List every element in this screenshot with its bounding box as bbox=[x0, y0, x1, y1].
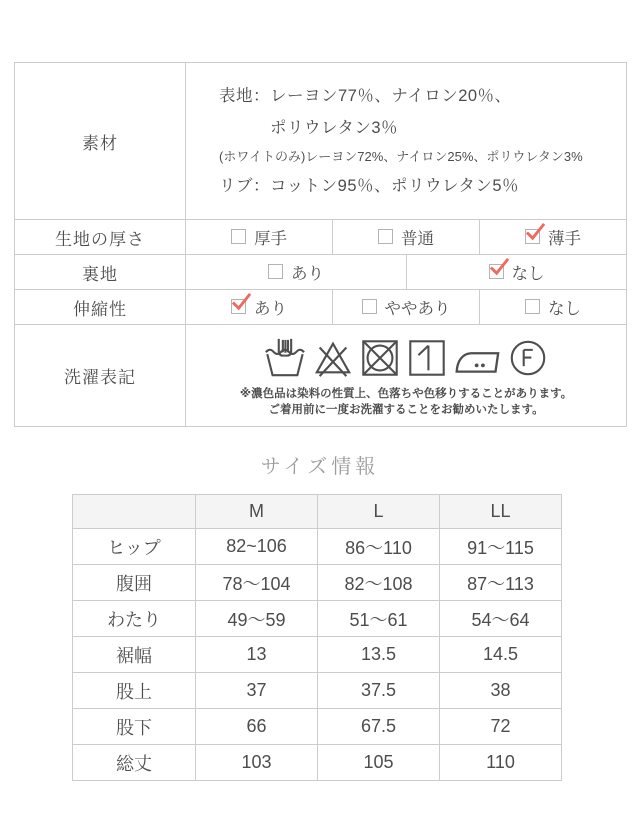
size-table-row bbox=[73, 529, 562, 565]
shade-line-dry-icon bbox=[406, 337, 448, 379]
size-cell: 110 bbox=[440, 745, 562, 781]
size-cell: 37.5 bbox=[318, 673, 440, 709]
spec-row-care bbox=[15, 325, 627, 427]
size-cell: 91～115 bbox=[440, 529, 562, 565]
material-line: 表地：レーヨン77％、ナイロン20％、 bbox=[219, 87, 512, 105]
spec-row-lining bbox=[15, 255, 627, 290]
checkbox-checked-icon bbox=[525, 229, 540, 244]
stretch-option-slight bbox=[333, 290, 480, 325]
care-note: ご着用前に一度お洗濯することをお勧めいたします。 bbox=[268, 404, 544, 416]
size-cell: 38 bbox=[440, 673, 562, 709]
checkbox-unchecked-icon bbox=[362, 299, 377, 314]
size-cell: 54～64 bbox=[440, 601, 562, 637]
size-row-label: 股上 bbox=[73, 673, 196, 709]
stretch-option-yes bbox=[186, 290, 333, 325]
size-cell: 105 bbox=[318, 745, 440, 781]
option-label: あり bbox=[291, 264, 324, 283]
dry-clean-f-icon bbox=[507, 337, 549, 379]
size-table-row bbox=[73, 601, 562, 637]
size-header-l: L bbox=[318, 495, 440, 529]
size-cell: 14.5 bbox=[440, 637, 562, 673]
iron-medium-icon bbox=[453, 337, 501, 379]
size-cell: 86～110 bbox=[318, 529, 440, 565]
do-not-bleach-icon bbox=[312, 337, 354, 379]
size-cell: 72 bbox=[440, 709, 562, 745]
stretch-option-no bbox=[480, 290, 627, 325]
size-row-label: 裾幅 bbox=[73, 637, 196, 673]
checkbox-unchecked-icon bbox=[525, 299, 540, 314]
material-line-small: (ホワイトのみ)レーヨン72%、ナイロン25%、ポリウレタン3% bbox=[219, 149, 583, 164]
spec-row-thickness bbox=[15, 220, 627, 255]
size-cell: 37 bbox=[196, 673, 318, 709]
size-row-label: 総丈 bbox=[73, 745, 196, 781]
option-label: なし bbox=[511, 264, 545, 283]
size-row-label: ヒップ bbox=[73, 529, 196, 565]
size-row-label: わたり bbox=[73, 601, 196, 637]
stretch-label: 伸縮性 bbox=[15, 290, 186, 325]
spec-row-material bbox=[15, 63, 627, 220]
material-line: リブ：コットン95％、ポリウレタン5％ bbox=[219, 177, 520, 195]
care-label: 洗濯表記 bbox=[15, 325, 186, 427]
do-not-tumble-dry-icon bbox=[359, 337, 401, 379]
spec-table bbox=[14, 62, 627, 427]
size-cell: 103 bbox=[196, 745, 318, 781]
checkbox-unchecked-icon bbox=[231, 229, 246, 244]
size-header-corner bbox=[73, 495, 196, 529]
size-cell: 87～113 bbox=[440, 565, 562, 601]
size-table-header-row bbox=[73, 495, 562, 529]
size-cell: 78～104 bbox=[196, 565, 318, 601]
checkbox-checked-icon bbox=[489, 264, 504, 279]
size-cell: 82~106 bbox=[196, 529, 318, 565]
hand-wash-icon bbox=[263, 337, 307, 379]
size-table-row bbox=[73, 709, 562, 745]
material-content bbox=[186, 63, 627, 220]
care-content bbox=[186, 325, 627, 427]
size-table-row bbox=[73, 565, 562, 601]
care-symbols bbox=[186, 337, 626, 379]
checkbox-unchecked-icon bbox=[378, 229, 393, 244]
lining-option-yes bbox=[186, 255, 407, 290]
option-label: あり bbox=[254, 299, 287, 318]
size-section-title: サイズ情報 bbox=[260, 456, 380, 478]
option-label: 厚手 bbox=[254, 229, 287, 248]
thickness-option-thick bbox=[186, 220, 333, 255]
size-table-row bbox=[73, 673, 562, 709]
size-table bbox=[72, 494, 562, 781]
option-label: 薄手 bbox=[548, 229, 582, 248]
material-label: 素材 bbox=[15, 63, 186, 220]
size-table-row bbox=[73, 637, 562, 673]
lining-option-no bbox=[407, 255, 627, 290]
size-row-label: 股下 bbox=[73, 709, 196, 745]
size-cell: 13.5 bbox=[318, 637, 440, 673]
size-cell: 13 bbox=[196, 637, 318, 673]
thickness-option-normal bbox=[333, 220, 480, 255]
option-label: 普通 bbox=[401, 229, 434, 248]
lining-label: 裏地 bbox=[15, 255, 186, 290]
checkbox-unchecked-icon bbox=[268, 264, 283, 279]
thickness-option-thin bbox=[480, 220, 627, 255]
checkbox-checked-icon bbox=[231, 299, 246, 314]
size-cell: 82～108 bbox=[318, 565, 440, 601]
size-table-row bbox=[73, 745, 562, 781]
size-cell: 67.5 bbox=[318, 709, 440, 745]
size-header-ll: LL bbox=[440, 495, 562, 529]
size-cell: 49～59 bbox=[196, 601, 318, 637]
size-cell: 66 bbox=[196, 709, 318, 745]
option-label: ややあり bbox=[384, 299, 451, 318]
thickness-label: 生地の厚さ bbox=[15, 220, 186, 255]
material-line: ポリウレタン3％ bbox=[270, 119, 399, 137]
size-header-m: M bbox=[196, 495, 318, 529]
option-label: なし bbox=[548, 299, 582, 318]
size-cell: 51～61 bbox=[318, 601, 440, 637]
size-row-label: 腹囲 bbox=[73, 565, 196, 601]
spec-row-stretch bbox=[15, 290, 627, 325]
care-note: ※濃色品は染料の性質上、色落ちや色移りすることがあります。 bbox=[239, 388, 573, 400]
